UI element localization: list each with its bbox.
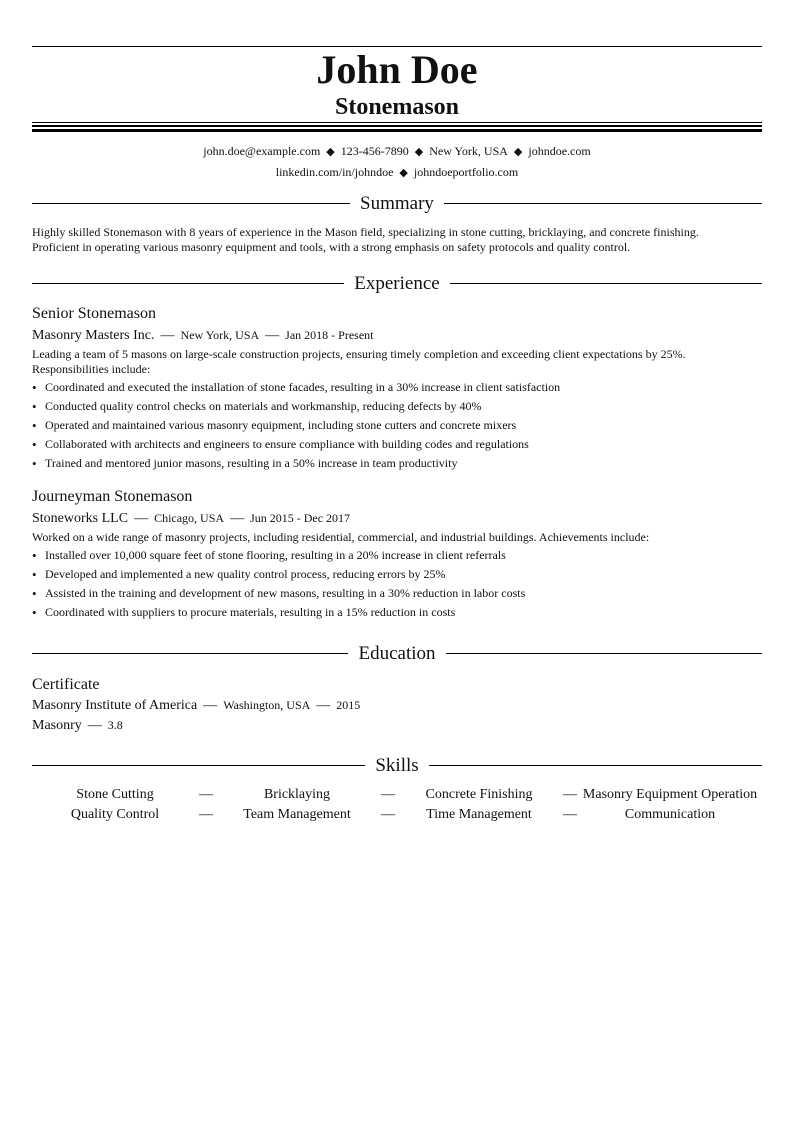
contact-website[interactable]: johndoe.com	[528, 144, 591, 158]
header-rule-thick	[32, 129, 762, 132]
dash-separator: —	[230, 511, 245, 526]
candidate-name: John Doe	[316, 47, 478, 92]
education-meta	[32, 696, 360, 715]
diamond-separator-icon: ◆	[326, 146, 335, 158]
contact-line-secondary	[32, 164, 762, 181]
dash-separator: —	[87, 718, 102, 733]
summary-text: Highly skilled Stonemason with 8 years of experience in the Mason field, specializing in stone cutting, bricklaying, and concrete finishing. Proficient in operating various masonry equipment and tools, with a strong emphasis on safety protocols and quality control.	[32, 225, 699, 254]
diamond-separator-icon: ◆	[399, 167, 408, 179]
header-rule-medium	[32, 125, 762, 127]
job-company: Stoneworks LLC	[32, 511, 129, 526]
dash-separator: —	[265, 328, 280, 343]
skill-item: Quality Control	[70, 807, 160, 822]
education-location: Washington, USA	[223, 698, 311, 712]
header-rule-thin	[32, 122, 762, 123]
summary-heading	[32, 193, 762, 215]
education-degree: Certificate	[32, 676, 100, 693]
dash-separator: —	[199, 787, 213, 802]
list-item: • Trained and mentored junior masons, resulting in a 50% increase in team productivity	[32, 454, 752, 473]
job-title: Journeyman Stonemason	[32, 488, 193, 505]
job-meta	[32, 326, 374, 345]
contact-linkedin[interactable]: linkedin.com/in/johndoe	[275, 165, 394, 179]
education-institution: Masonry Institute of America	[32, 698, 198, 713]
dash-separator: —	[199, 807, 213, 822]
education-field: Masonry	[32, 718, 82, 733]
education-gpa: 3.8	[107, 718, 123, 732]
list-item: • Conducted quality control checks on materials and workmanship, reducing defects by 40%	[32, 397, 752, 416]
summary-heading-label: Summary	[350, 193, 444, 214]
education-year: 2015	[336, 698, 361, 712]
skills-row	[32, 806, 762, 826]
education-field-line	[32, 716, 123, 735]
list-item: • Installed over 10,000 square feet of stone flooring, resulting in a 20% increase in client referrals	[32, 546, 752, 565]
contact-line-primary	[32, 143, 762, 160]
skills-heading-label: Skills	[365, 755, 428, 776]
job-location: Chicago, USA	[154, 511, 225, 525]
education-heading	[32, 643, 762, 665]
dash-separator: —	[160, 328, 175, 343]
dash-separator: —	[316, 698, 331, 713]
job-description: Leading a team of 5 masons on large-scale construction projects, ensuring timely completion and exceeding client expectations by 25%. Responsibilities include:	[32, 347, 686, 376]
skill-item: Communication	[624, 807, 716, 822]
list-item: • Collaborated with architects and engineers to ensure compliance with building codes and regulations	[32, 435, 752, 454]
job-description: Worked on a wide range of masonry projects, including residential, commercial, and industrial buildings. Achievements include:	[32, 530, 650, 544]
list-item: • Assisted in the training and development of new masons, resulting in a 30% reduction in labor costs	[32, 584, 752, 603]
job-dates: Jun 2015 - Dec 2017	[250, 511, 351, 525]
job-company: Masonry Masters Inc.	[32, 328, 155, 343]
diamond-separator-icon: ◆	[414, 146, 424, 158]
dash-separator: —	[563, 807, 577, 822]
dash-separator: —	[381, 787, 395, 802]
dash-separator: —	[203, 698, 218, 713]
skills-row	[32, 786, 762, 806]
candidate-title: Stonemason	[334, 94, 460, 120]
skill-item: Masonry Equipment Operation	[582, 787, 758, 802]
experience-heading	[32, 273, 762, 295]
job-dates: Jan 2018 - Present	[285, 328, 374, 342]
job-bullets	[32, 378, 752, 473]
list-item: • Operated and maintained various masonry equipment, including stone cutters and concrete mixers	[32, 416, 752, 435]
experience-heading-label: Experience	[344, 273, 449, 294]
job-meta	[32, 509, 350, 528]
list-item: • Coordinated and executed the installation of stone facades, resulting in a 30% increase in client satisfaction	[32, 378, 752, 397]
skill-item: Bricklaying	[263, 787, 331, 802]
skills-heading	[32, 755, 762, 777]
diamond-separator-icon: ◆	[513, 146, 523, 158]
skill-item: Time Management	[426, 807, 532, 822]
skill-item: Stone Cutting	[76, 787, 154, 802]
contact-email[interactable]: john.doe@example.com	[203, 144, 321, 158]
contact-location: New York, USA	[429, 144, 508, 158]
dash-separator: —	[563, 787, 577, 802]
skills-grid	[32, 786, 762, 826]
contact-phone[interactable]: 123-456-7890	[340, 144, 409, 158]
skill-item: Concrete Finishing	[425, 787, 533, 802]
dash-separator: —	[381, 807, 395, 822]
contact-portfolio[interactable]: johndoeportfolio.com	[413, 165, 519, 179]
list-item: • Coordinated with suppliers to procure materials, resulting in a 15% reduction in costs	[32, 603, 752, 622]
job-location: New York, USA	[180, 328, 260, 342]
job-title: Senior Stonemason	[32, 305, 156, 322]
job-bullets	[32, 546, 752, 622]
education-heading-label: Education	[348, 643, 445, 664]
dash-separator: —	[134, 511, 149, 526]
skill-item: Team Management	[243, 807, 351, 822]
list-item: • Developed and implemented a new quality control process, reducing errors by 25%	[32, 565, 752, 584]
